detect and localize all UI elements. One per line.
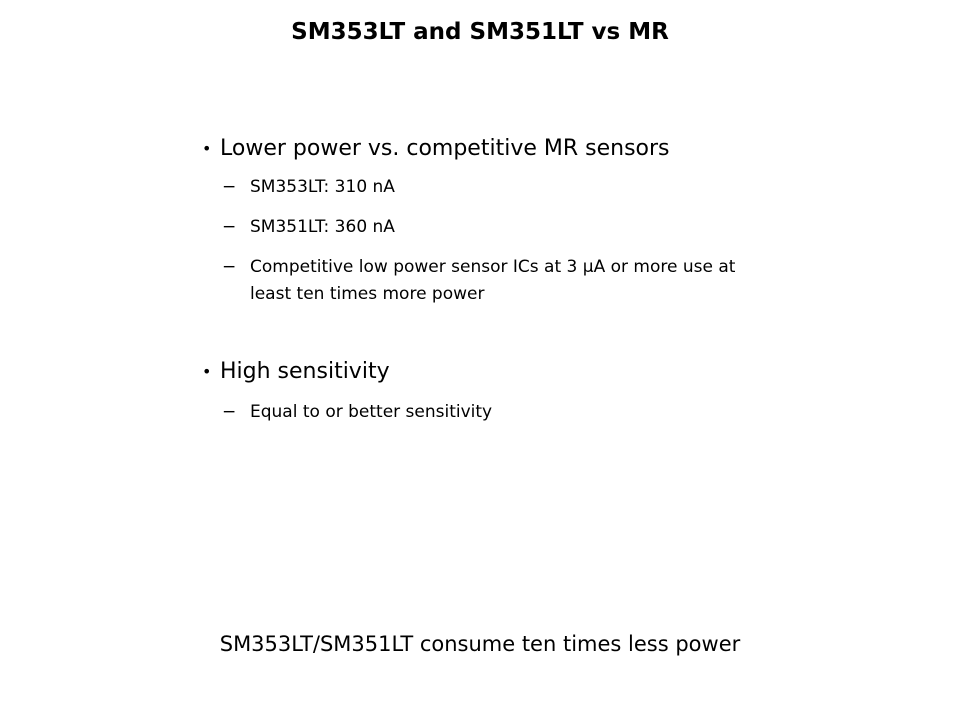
sub-bullet-symbol: − <box>222 257 237 277</box>
bullet-item-high-sensitivity <box>200 357 820 387</box>
sub-item-text: Competitive low power sensor ICs at 3 µA or more use at least ten times more power <box>250 257 736 304</box>
sub-item-sensitivity <box>200 399 820 426</box>
sub-item-sm351lt <box>200 214 820 241</box>
sub-item-text: SM353LT: 310 nA <box>250 177 395 197</box>
bullet-list <box>200 134 820 426</box>
bullet-text: High sensitivity <box>220 359 390 384</box>
sub-item-competitive <box>200 254 770 308</box>
sub-bullet-symbol: − <box>222 177 237 197</box>
bullet-item-lower-power <box>200 134 820 164</box>
sub-bullet-symbol: − <box>222 402 237 422</box>
sub-item-text: Equal to or better sensitivity <box>250 402 493 422</box>
sub-item-text: SM351LT: 360 nA <box>250 217 395 237</box>
sub-bullet-symbol: − <box>222 217 237 237</box>
bullet-symbol: • <box>202 362 212 381</box>
sub-item-sm353lt <box>200 174 820 201</box>
bullet-symbol: • <box>202 139 212 158</box>
slide-title: SM353LT and SM351LT vs MR <box>291 19 669 45</box>
bullet-text: Lower power vs. competitive MR sensors <box>220 136 670 161</box>
footer-statement: SM353LT/SM351LT consume ten times less power <box>219 632 741 656</box>
